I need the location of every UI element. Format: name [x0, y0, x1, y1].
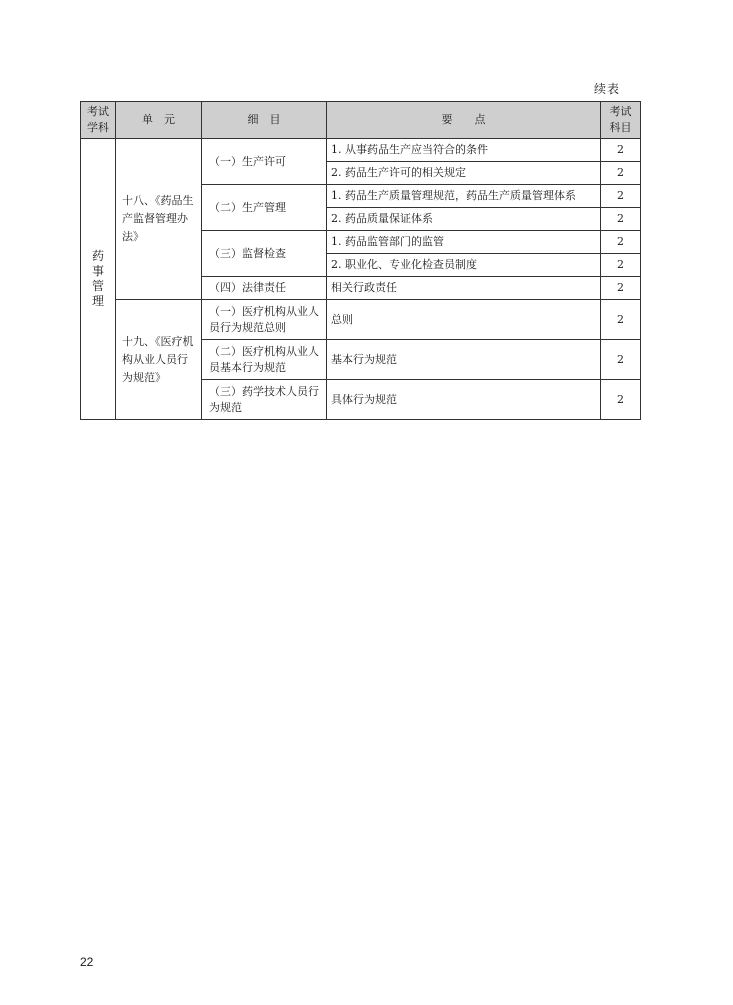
item-cell: （三）药学技术人员行为规范 — [202, 380, 327, 420]
syllabus-table — [80, 101, 641, 420]
subject-name: 药事管理 — [92, 248, 105, 308]
header-point: 要 点 — [327, 102, 601, 139]
item-cell: （一）生产许可 — [202, 139, 327, 185]
table-row — [81, 300, 641, 340]
point-cell: 1. 药品监管部门的监管 — [327, 231, 601, 254]
item-cell: （一）医疗机构从业人员行为规范总则 — [202, 300, 327, 340]
score-cell: 2 — [601, 254, 641, 277]
score-cell: 2 — [601, 231, 641, 254]
point-cell: 2. 药品质量保证体系 — [327, 208, 601, 231]
point-cell: 总则 — [327, 300, 601, 340]
item-cell: （二）医疗机构从业人员基本行为规范 — [202, 340, 327, 380]
item-cell: （四）法律责任 — [202, 277, 327, 300]
table-row — [81, 139, 641, 162]
header-unit: 单 元 — [116, 102, 202, 139]
header-subject: 考试学科 — [81, 102, 116, 139]
continued-label: 续表 — [594, 82, 621, 96]
score-cell: 2 — [601, 162, 641, 185]
score-cell: 2 — [601, 300, 641, 340]
header-score: 考试科目 — [601, 102, 641, 139]
point-cell: 基本行为规范 — [327, 340, 601, 380]
score-cell: 2 — [601, 185, 641, 208]
score-cell: 2 — [601, 208, 641, 231]
item-cell: （二）生产管理 — [202, 185, 327, 231]
point-cell: 2. 药品生产许可的相关规定 — [327, 162, 601, 185]
score-cell: 2 — [601, 380, 641, 420]
point-cell: 相关行政责任 — [327, 277, 601, 300]
point-cell: 1. 药品生产质量管理规范，药品生产质量管理体系 — [327, 185, 601, 208]
point-cell: 具体行为规范 — [327, 380, 601, 420]
item-cell: （三）监督检查 — [202, 231, 327, 277]
subject-cell — [81, 139, 116, 420]
header-item: 细 目 — [202, 102, 327, 139]
score-cell: 2 — [601, 277, 641, 300]
point-cell: 2. 职业化、专业化检查员制度 — [327, 254, 601, 277]
score-cell: 2 — [601, 340, 641, 380]
score-cell: 2 — [601, 139, 641, 162]
page-number: 22 — [80, 955, 94, 969]
unit-cell: 十九、《医疗机构从业人员行为规范》 — [116, 300, 202, 420]
point-cell: 1. 从事药品生产应当符合的条件 — [327, 139, 601, 162]
unit-cell: 十八、《药品生产监督管理办法》 — [116, 139, 202, 300]
table-header-row — [81, 102, 641, 139]
